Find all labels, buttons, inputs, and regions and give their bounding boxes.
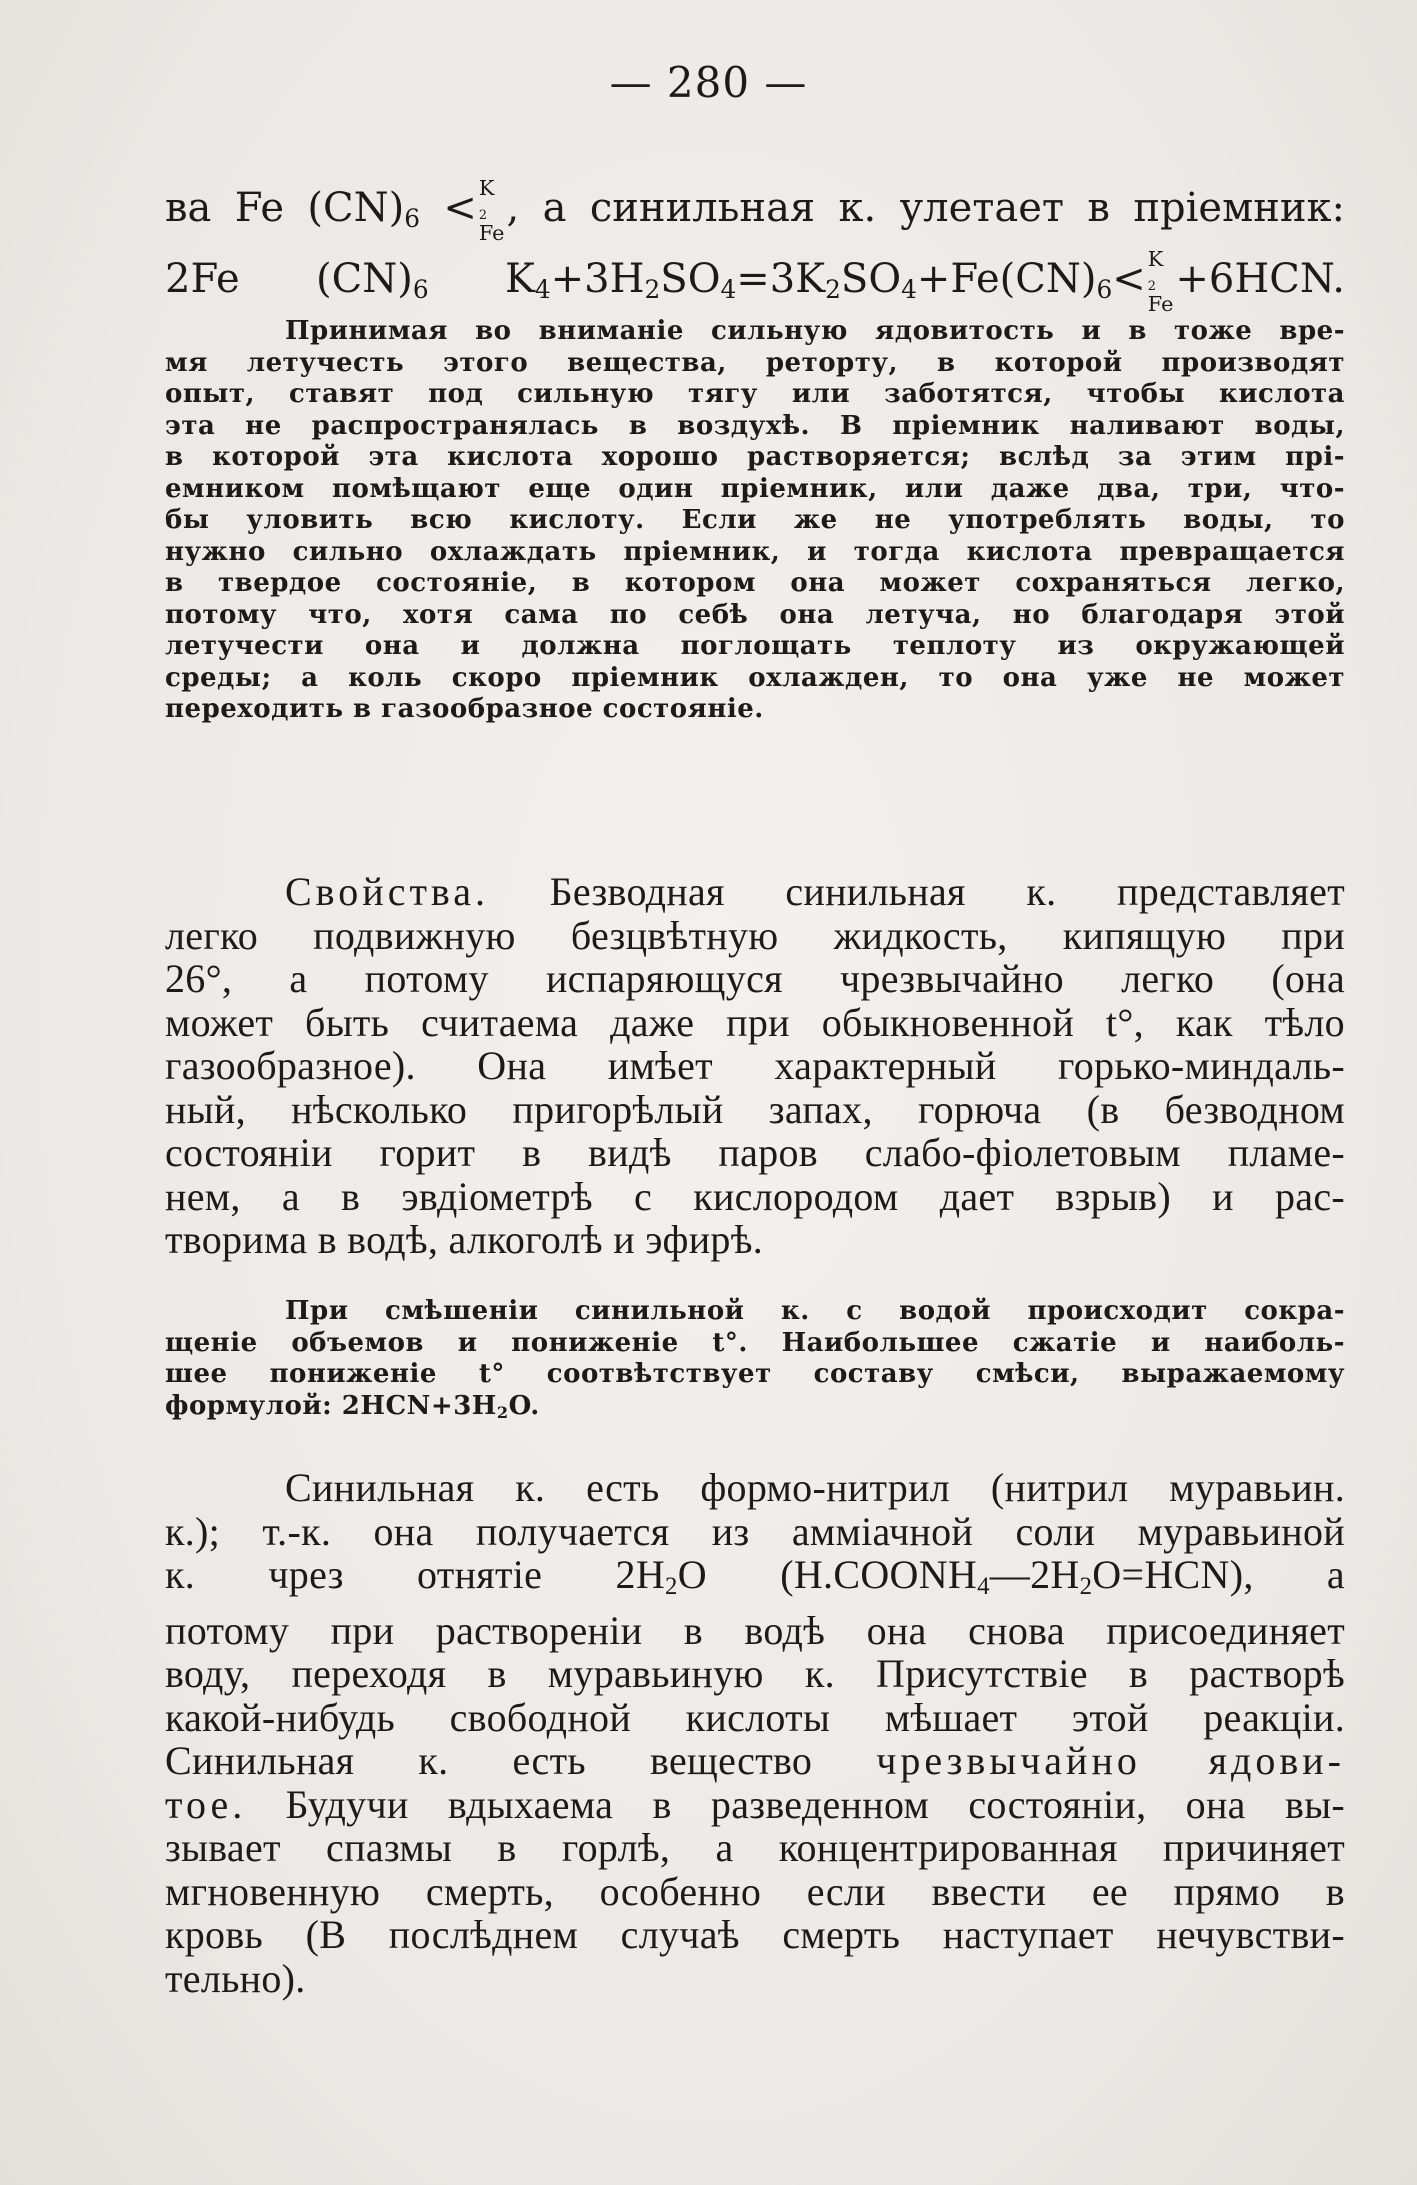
text-line: бы уловить всю кислоту. Если же не употреблять воды, то (165, 505, 1345, 535)
text-line: творима в водѣ, алкоголѣ и эфирѣ. (165, 1217, 764, 1262)
text-line: легко подвижную безцвѣтную жидкость, кипящую при (165, 912, 1345, 958)
emphasis: тое. (165, 1781, 247, 1827)
text-line: летучести она и должна поглощать теплоту из окружающей (165, 631, 1345, 661)
text-line: шее пониженіе t° соотвѣтствует составу смѣси, выражаемому (165, 1359, 1345, 1389)
paragraph-2 (165, 870, 1345, 1262)
text-line: воду, переходя в муравьиную к. Присутствіе в растворѣ (165, 1651, 1345, 1697)
emphasis: чрезвычайно ядови- (876, 1738, 1345, 1784)
paragraph-1 (165, 316, 1345, 726)
text-line: нем, а в эвдіометрѣ с кислородом дает взрыв) и рас- (165, 1173, 1345, 1219)
text-line: Принимая во вниманіе сильную ядовитость и в тоже вре- (285, 316, 1345, 346)
text-line: состояніи горит в видѣ паров слабо-фіолетовым пламе- (165, 1130, 1345, 1175)
text-line: эта не распространялась в воздухѣ. В пріемник наливают воды, (165, 410, 1345, 441)
page-number: — 280 — (609, 58, 808, 107)
text-line: какой-нибудь свободной кислоты мѣшает этой реакціи. (165, 1694, 1345, 1740)
text-line: щеніе объемов и пониженіе t°. Наибольшее сжатіе и наиболь- (165, 1327, 1345, 1358)
text-line: Синильная к. есть вещество чрезвычайно ядови- (165, 1738, 1345, 1784)
text-line: Синильная к. есть формо-нитрил (нитрил муравьин. (285, 1465, 1345, 1510)
text-line: нужно сильно охлаждать пріемник, и тогда кислота превращается (165, 536, 1345, 567)
text-line: опыт, ставят под сильную тягу или заботятся, чтобы кислота (165, 379, 1345, 409)
text-line: потому что, хотя сама по себѣ она летуча, но благодаря этой (165, 599, 1345, 630)
formula-line-1: ва Fe $(CN)_6$ < K $_2$ Fe , а синильная к. улетает в пріемник: (165, 176, 1345, 246)
text-line: может быть считаема даже при обыкновенной t°, как тѣло (165, 999, 1345, 1045)
text-line: Свойства. Безводная синильная к. представляет (285, 869, 1345, 914)
text-line: емником помѣщают еще один пріемник, или даже два, три, что- (165, 473, 1345, 504)
text-line: формулой: $2HCN+3H_2O$. (165, 1390, 540, 1422)
text-line: тельно). (165, 1955, 306, 2001)
text-line: мя летучесть этого вещества, реторту, в которой производят (165, 347, 1345, 378)
formula-block (165, 178, 1345, 320)
text-line: газообразное). Она имѣет характерный горько-миндаль- (165, 1043, 1345, 1088)
section-lead: Свойства. (285, 869, 490, 914)
text-line: среды; а коль скоро пріемник охлажден, то она уже не может (165, 662, 1345, 693)
text-line: в которой эта кислота хорошо растворяется; вслѣд за этим прі- (165, 442, 1345, 472)
text-line: переходить в газообразное состояніе. (165, 694, 764, 724)
text-line: к. чрез отнятіе $2H_2O$ $(H.COONH_4—2H_2O=HCN)$, а (165, 1552, 1345, 1601)
text-line: к.); т.-к. она получается из аммiачной соли муравьиной (165, 1508, 1345, 1554)
text-line: ный, нѣсколько пригорѣлый запах, горюча (в безводном (165, 1086, 1345, 1132)
text-line: в твердое состояніе, в котором она может сохраняться легко, (165, 568, 1345, 598)
text-line: 26°, а потому испаряющуся чрезвычайно легко (она (165, 956, 1345, 1001)
text-line: мгновенную смерть, особенно если ввести ее прямо в (165, 1868, 1345, 1914)
text-line: При смѣшеніи синильной к. с водой происходит сокра- (285, 1296, 1345, 1326)
paragraph-3 (165, 1296, 1345, 1428)
text-line: потому при раствореніи в водѣ она снова присоединяет (165, 1607, 1345, 1653)
text-line: кровь (В послѣднем случаѣ смерть наступает нечувстви- (165, 1912, 1345, 1958)
formula-line-2: 2Fe $(CN)_6$ $K_4+3H_2SO_4=3K_2SO_4+Fe(CN)_6<$ K $_2$ Fe +6HCN. (165, 247, 1345, 317)
paragraph-4 (165, 1466, 1345, 2000)
text-line: зывает спазмы в горлѣ, а концентрированная причиняет (165, 1825, 1345, 1871)
text-line: тое. Будучи вдыхаема в разведенном состояніи, она вы- (165, 1781, 1345, 1827)
